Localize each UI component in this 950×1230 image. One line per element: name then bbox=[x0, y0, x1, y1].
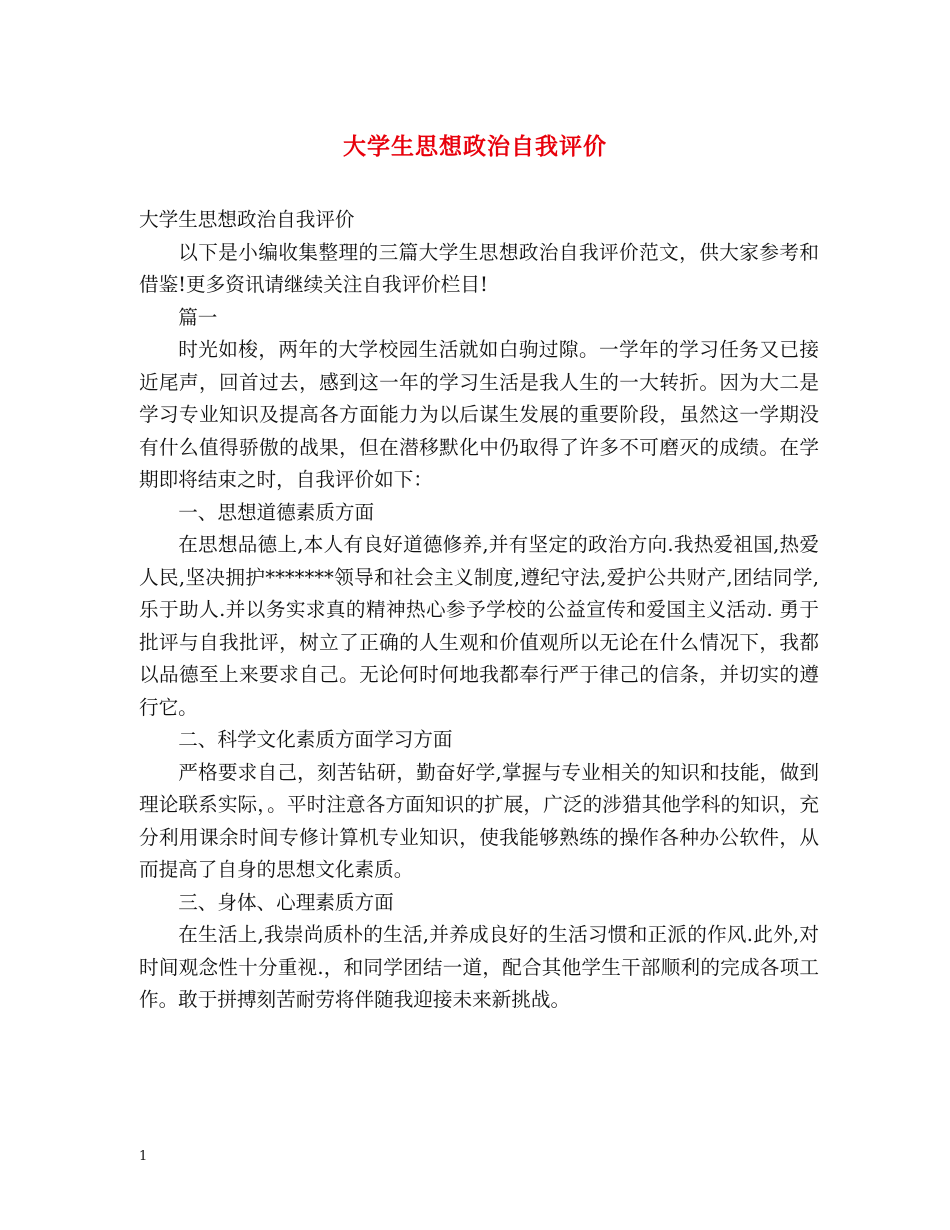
paragraph: 严格要求自己，刻苦钻研，勤奋好学,掌握与专业相关的知识和技能，做到理论联系实际，。平时注意各方面知识的扩展，广泛的涉猎其他学科的知识，充分利用课余时间专修计算机专业知识，使我能够熟练的操作各种办公软件，从而提高了自身的思想文化素质。 bbox=[139, 760, 819, 881]
section-heading-moral: 一、思想道德素质方面 bbox=[178, 500, 375, 524]
paragraph: 在思想品德上,本人有良好道德修养,并有坚定的政治方向.我热爱祖国,热爱人民,坚决拥护*******领导和社会主义制度,遵纪守法,爱护公共财产,团结同学,乐于助人.并以务实求真的精神热心参予学校的公益宣传和爱国主义活动. 勇于批评与自我批评，树立了正确的人生观和价值观所以无论在什么情况下，我都以品德至上来要求自己。无论何时何地我都奉行严于律己的信条，并切实的遵行它。 bbox=[139, 533, 819, 719]
document-title: 大学生思想政治自我评价 bbox=[343, 133, 607, 160]
document-body bbox=[139, 204, 819, 1017]
paragraph: 时光如梭，两年的大学校园生活就如白驹过隙。一学年的学习任务又已接近尾声，回首过去，感到这一年的学习生活是我人生的一大转折。因为大二是学习专业知识及提高各方面能力为以后谋生发展的重要阶段，虽然这一学期没有什么值得骄傲的战果，但在潜移默化中仍取得了许多不可磨灭的成绩。在学期即将结束之时，自我评价如下： bbox=[139, 338, 819, 491]
section-heading-study: 二、科学文化素质方面学习方面 bbox=[178, 728, 453, 751]
paragraph-heading: 大学生思想政治自我评价 bbox=[139, 208, 355, 231]
section-heading-body-mind: 三、身体、心理素质方面 bbox=[178, 890, 394, 914]
paragraph: 在生活上,我崇尚质朴的生活,并养成良好的生活习惯和正派的作风.此外,对时间观念性十分重视.，和同学团结一道，配合其他学生干部顺利的完成各项工作。敢于拼搏刻苦耐劳将伴随我迎接未来新挑战。 bbox=[139, 923, 819, 1011]
section-label: 篇一 bbox=[178, 305, 218, 329]
paragraph-intro: 以下是小编收集整理的三篇大学生思想政治自我评价范文，供大家参考和借鉴!更多资讯请继续关注自我评价栏目! bbox=[139, 240, 819, 296]
page-number: 1 bbox=[139, 1149, 148, 1164]
